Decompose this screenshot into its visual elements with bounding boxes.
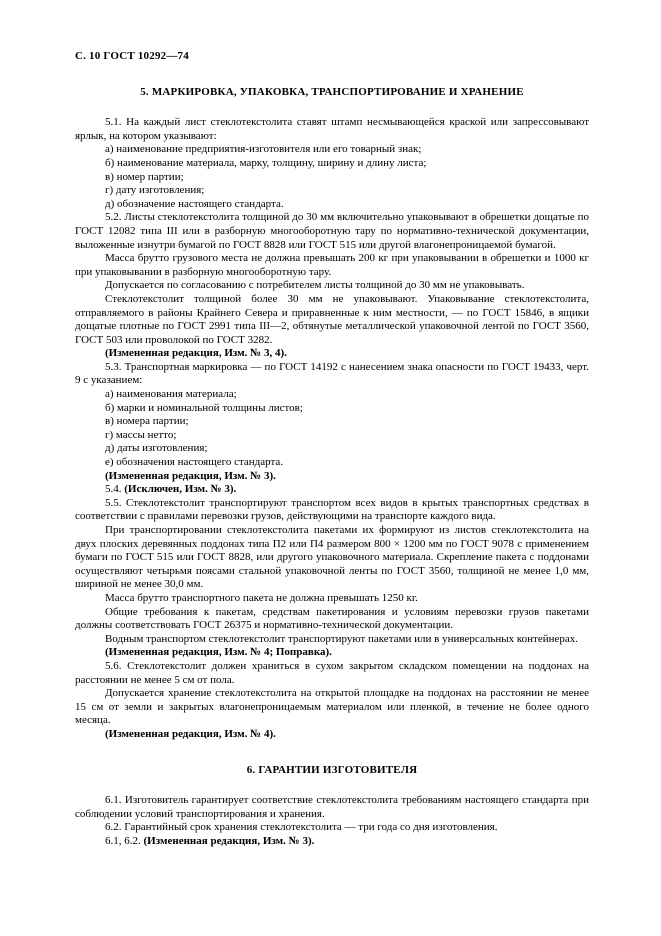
- list-item: д) даты изготовления;: [105, 442, 208, 455]
- paragraph: 5.3. Транспортная маркировка — по ГОСТ 14192 с нанесением знака опасности по ГОСТ 19433, черт. 9 с указанием:: [75, 360, 589, 387]
- paragraph: Допускается хранение стеклотекстолита на открытой площадке на поддонах на расстоянии не менее 15 см от земли и закрытых влагонепроницаемым материалом или пленкой, в течение не более одного месяца.: [75, 687, 589, 727]
- list-item: в) номер партии;: [105, 170, 184, 183]
- list-item: д) обозначение настоящего стандарта.: [105, 197, 284, 210]
- paragraph: Масса брутто грузового места не должна превышать 200 кг при упаковывании в обрешетки и 1000 кг при упаковывании в разборную многооборотную тару.: [75, 252, 589, 278]
- paragraph: [75, 835, 589, 849]
- list-item: г) дату изготовления;: [105, 184, 205, 197]
- list-item: е) обозначения настоящего стандарта.: [105, 456, 284, 469]
- list-item: а) наименования материала;: [105, 388, 237, 401]
- list-item: в) номера партии;: [105, 415, 189, 428]
- paragraph: Допускается по согласованию с потребителем листы толщиной до 30 мм не упаковывать.: [105, 279, 525, 292]
- paragraph: При транспортировании стеклотекстолита пакетами их формируют из листов стеклотекстолита на двух плоских деревянных поддонах типа П2 или П4 размером 800 × 1200 мм по ГОСТ 9078 с применением бумаги по ГОСТ 515 или ГОСТ 8828, или другого упаковочного материала. Скрепление пакета с поддонами осуществляют четырьмя поясами стальной упаковочной ленты по ГОСТ 3560, толщиной не менее 1,0 мм, шириной не менее 30,0 мм.: [75, 524, 589, 591]
- paragraph: 5.2. Листы стеклотекстолита толщиной до 30 мм включительно упаковывают в обрешетки дощатые по ГОСТ 12082 типа III или в разборную многооборотную тару по нормативно-технической документации, выложенные изнутри бумагой по ГОСТ 8828 или ГОСТ 515 или другой влагонепроницаемой бумагой.: [75, 211, 589, 251]
- paragraph: Общие требования к пакетам, средствам пакетирования и условиям перевозки грузов пакетами должны соответствовать ГОСТ 26375 и нормативно-технической документации.: [75, 605, 589, 632]
- list-item: б) наименование материала, марку, толщину, ширину и длину листа;: [105, 156, 427, 169]
- paragraph: Стеклотекстолит толщиной более 30 мм не упаковывают. Упаковывание стеклотекстолита, отправляемого в районы Крайнего Севера и приравненные к ним местности, — по ГОСТ 15846, в ящики дощатые плотные по ГОСТ 2991 типа III—2, обтянутые металлической упаковочной лентой по ГОСТ 3560, ГОСТ 503 или проволокой по ГОСТ 3282.: [75, 292, 589, 346]
- list-item: б) марки и номинальной толщины листов;: [105, 401, 303, 414]
- section-heading: 6. ГАРАНТИИ ИЗГОТОВИТЕЛЯ: [246, 763, 418, 776]
- paragraph: 6.2. Гарантийный срок хранения стеклотекстолита — три года со дня изготовления.: [105, 821, 498, 834]
- paragraph: Водным транспортом стеклотекстолит транспортируют пакетами или в универсальных контейнерах.: [105, 632, 579, 645]
- list-item: а) наименование предприятия-изготовителя или его товарный знак;: [105, 143, 422, 156]
- revision-note-inline: (Измененная редакция, Изм. № 3).: [143, 834, 315, 847]
- paragraph: [75, 483, 589, 497]
- paragraph: 5.5. Стеклотекстолит транспортируют транспортом всех видов в крытых транспортных средствах в соответствии с правилами перевозки грузов, действующими на транспорте каждого вида.: [75, 496, 589, 523]
- section-heading: 5. МАРКИРОВКА, УПАКОВКА, ТРАНСПОРТИРОВАНИЕ И ХРАНЕНИЕ: [140, 85, 524, 98]
- revision-note: (Измененная редакция, Изм. № 3, 4).: [105, 347, 287, 360]
- document-body: [75, 86, 589, 849]
- paragraph-lead: 6.1, 6.2.: [105, 834, 144, 847]
- paragraph: 5.6. Стеклотекстолит должен храниться в сухом закрытом складском помещении на поддонах на расстоянии не менее 5 см от пола.: [75, 659, 589, 686]
- revision-note: (Измененная редакция, Изм. № 4).: [105, 727, 276, 740]
- running-header: С. 10 ГОСТ 10292—74: [75, 50, 189, 62]
- list-item: г) массы нетто;: [105, 428, 177, 441]
- revision-note: (Измененная редакция, Изм. № 3).: [105, 469, 276, 482]
- revision-note-inline: (Исключен, Изм. № 3).: [124, 483, 237, 496]
- paragraph: Масса брутто транспортного пакета не должна превышать 1250 кг.: [105, 591, 418, 604]
- paragraph: 6.1. Изготовитель гарантирует соответствие стеклотекстолита требованиям настоящего стандарта при соблюдении условий транспортирования и хранения.: [75, 794, 589, 820]
- revision-note: (Измененная редакция, Изм. № 4; Поправка).: [105, 646, 332, 659]
- paragraph-lead: 5.4.: [105, 483, 125, 496]
- paragraph: 5.1. На каждый лист стеклотекстолита ставят штамп несмывающейся краской или запрессовывают ярлык, на котором указывают:: [75, 116, 589, 142]
- page-content: [75, 50, 589, 848]
